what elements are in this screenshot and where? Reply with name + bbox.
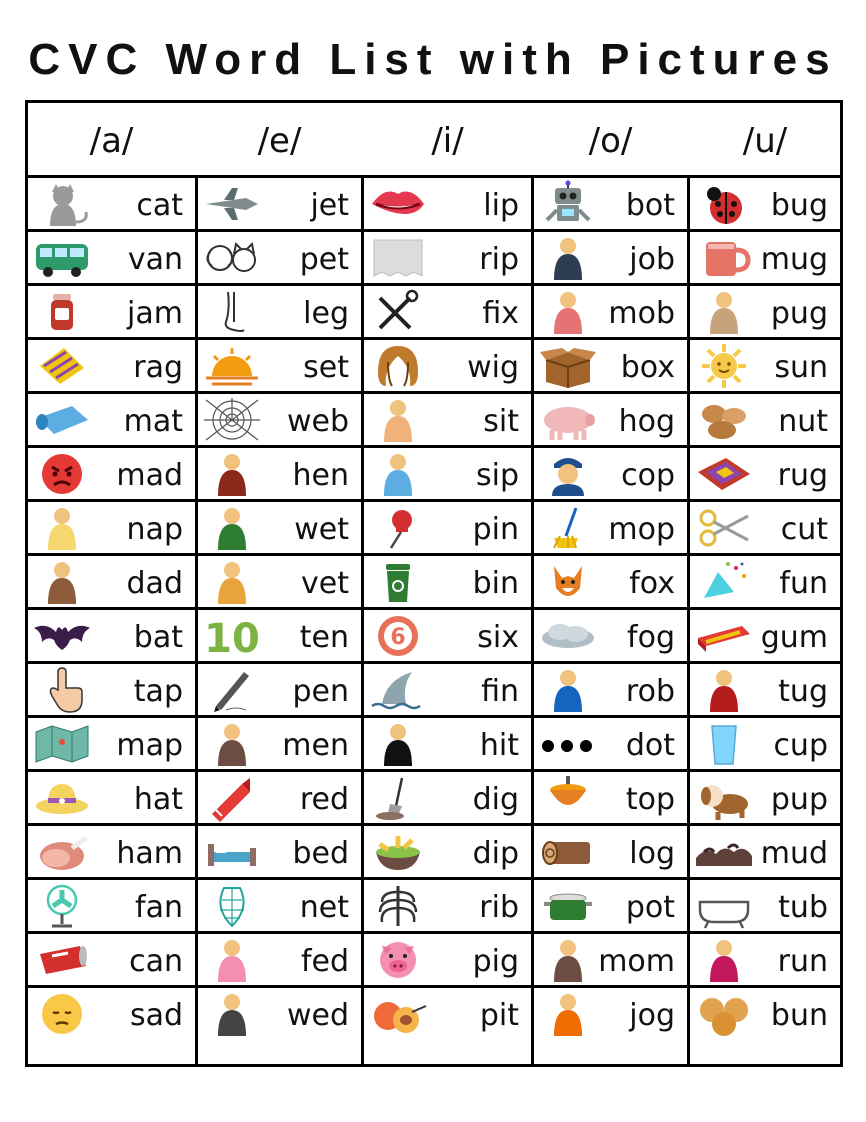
word-cell <box>198 502 361 553</box>
sunset-icon <box>202 342 262 390</box>
word-label: cop <box>621 458 675 493</box>
nap-icon <box>32 504 92 552</box>
vet-icon <box>202 558 262 606</box>
wet-icon <box>202 504 262 552</box>
word-label: fin <box>481 674 519 709</box>
buns-icon <box>694 990 754 1038</box>
word-label: net <box>299 890 349 925</box>
word-label: wed <box>286 998 349 1033</box>
word-cell <box>690 880 840 931</box>
word-label: mug <box>760 242 828 277</box>
rag-icon <box>32 342 92 390</box>
wed-icon <box>202 990 262 1038</box>
word-cell <box>198 232 361 283</box>
word-cell <box>690 772 840 823</box>
hen-icon <box>202 450 262 498</box>
word-cell <box>364 664 531 715</box>
word-label: fed <box>300 944 349 979</box>
word-label: cut <box>780 512 828 547</box>
word-cell <box>364 394 531 445</box>
word-label: pen <box>292 674 349 709</box>
word-label: gum <box>760 620 828 655</box>
word-label: bin <box>472 566 519 601</box>
word-cell <box>198 178 361 229</box>
word-cell <box>534 340 687 391</box>
word-cell <box>364 880 531 931</box>
bed-icon <box>202 828 262 876</box>
word-cell <box>28 448 195 499</box>
word-cell <box>364 718 531 769</box>
word-label: can <box>129 944 183 979</box>
word-cell <box>364 340 531 391</box>
ladybug-icon <box>694 180 754 228</box>
word-label: ham <box>116 836 183 871</box>
word-label: dot <box>625 728 675 763</box>
sun-icon <box>694 342 754 390</box>
dip-icon <box>368 828 428 876</box>
job-icon <box>538 234 598 282</box>
word-cell <box>364 286 531 337</box>
word-cell <box>28 502 195 553</box>
word-label: sip <box>475 458 519 493</box>
word-label: men <box>282 728 349 763</box>
word-label: vet <box>301 566 349 601</box>
fog-icon <box>538 612 598 660</box>
word-cell <box>198 556 361 607</box>
can-icon <box>32 936 92 984</box>
word-cell <box>364 502 531 553</box>
van-icon <box>32 234 92 282</box>
header-vowel-i: /i/ <box>431 121 464 161</box>
word-cell <box>364 232 531 283</box>
word-cell <box>28 178 195 229</box>
web-icon <box>202 396 262 444</box>
log-icon <box>538 828 598 876</box>
mob-icon <box>538 288 598 336</box>
fan-icon <box>32 882 92 930</box>
word-label: tap <box>133 674 183 709</box>
mug-icon <box>694 234 754 282</box>
word-cell <box>198 340 361 391</box>
word-table <box>25 100 843 1067</box>
word-label: mat <box>123 404 183 439</box>
word-cell <box>28 934 195 985</box>
tools-icon <box>368 288 428 336</box>
word-cell <box>364 610 531 661</box>
word-label: red <box>299 782 349 817</box>
fox-icon <box>538 558 598 606</box>
word-cell <box>198 934 361 985</box>
word-label: jet <box>310 188 349 223</box>
ten-icon <box>202 612 262 660</box>
word-cell <box>364 826 531 877</box>
word-label: fix <box>482 296 519 331</box>
word-cell <box>690 988 840 1039</box>
word-cell <box>534 934 687 985</box>
word-label: ten <box>299 620 349 655</box>
word-label: fun <box>779 566 828 601</box>
word-label: bot <box>625 188 675 223</box>
word-label: lip <box>483 188 519 223</box>
sad-face-icon <box>32 990 92 1038</box>
word-cell <box>690 286 840 337</box>
jog-icon <box>538 990 598 1038</box>
word-label: pig <box>472 944 519 979</box>
word-cell <box>28 394 195 445</box>
word-cell <box>690 610 840 661</box>
word-cell <box>28 556 195 607</box>
mop-icon <box>538 504 598 552</box>
word-label: rob <box>625 674 675 709</box>
word-label: sit <box>483 404 519 439</box>
angry-face-icon <box>32 450 92 498</box>
mom-icon <box>538 936 598 984</box>
word-label: top <box>625 782 675 817</box>
word-label: rib <box>479 890 519 925</box>
word-label: dad <box>126 566 183 601</box>
wig-icon <box>368 342 428 390</box>
word-label: box <box>620 350 675 385</box>
sit-icon <box>368 396 428 444</box>
word-cell <box>198 286 361 337</box>
runner-icon <box>694 936 754 984</box>
word-label: tug <box>778 674 828 709</box>
page-title: CVC Word List with Pictures <box>28 35 838 84</box>
men-icon <box>202 720 262 768</box>
word-cell <box>198 718 361 769</box>
mud-icon <box>694 828 754 876</box>
header-vowel-e: /e/ <box>257 121 302 161</box>
net-icon <box>202 882 262 930</box>
puppy-icon <box>694 774 754 822</box>
word-label: hen <box>292 458 349 493</box>
word-cell <box>534 718 687 769</box>
scissors-icon <box>694 504 754 552</box>
word-label: dig <box>472 782 519 817</box>
word-label: wig <box>467 350 519 385</box>
word-label: log <box>629 836 675 871</box>
header-vowel-o: /o/ <box>588 121 633 161</box>
word-cell <box>364 934 531 985</box>
word-label: nut <box>778 404 828 439</box>
word-cell <box>534 880 687 931</box>
hog-icon <box>538 396 598 444</box>
word-cell <box>198 826 361 877</box>
word-label: job <box>629 242 675 277</box>
word-cell <box>534 556 687 607</box>
word-label: fox <box>629 566 675 601</box>
leg-icon <box>202 288 262 336</box>
word-cell <box>534 448 687 499</box>
word-label: hat <box>133 782 183 817</box>
fin-icon <box>368 666 428 714</box>
word-cell <box>28 772 195 823</box>
word-label: mud <box>760 836 828 871</box>
word-cell <box>28 664 195 715</box>
crayon-icon <box>202 774 262 822</box>
word-cell <box>534 610 687 661</box>
cat-icon <box>32 180 92 228</box>
word-cell <box>690 664 840 715</box>
word-label: fan <box>135 890 183 925</box>
word-cell <box>364 772 531 823</box>
word-label: six <box>477 620 519 655</box>
word-label: bat <box>133 620 183 655</box>
word-label: mad <box>116 458 183 493</box>
word-label: rag <box>133 350 183 385</box>
rug-icon <box>694 450 754 498</box>
gum-pack-icon <box>694 612 754 660</box>
dots-icon <box>538 720 598 768</box>
bathtub-icon <box>694 882 754 930</box>
word-cell <box>364 448 531 499</box>
word-label: pup <box>770 782 828 817</box>
jet-icon <box>202 180 262 228</box>
word-cell <box>198 988 361 1039</box>
word-label: leg <box>303 296 349 331</box>
word-cell <box>198 880 361 931</box>
word-label: pit <box>479 998 519 1033</box>
pet-icon <box>202 234 262 282</box>
ribcage-icon <box>368 882 428 930</box>
word-cell <box>690 502 840 553</box>
peach-icon <box>368 990 428 1038</box>
word-label: bed <box>292 836 349 871</box>
spinning-top-icon <box>538 774 598 822</box>
word-cell <box>28 826 195 877</box>
word-cell <box>364 988 531 1039</box>
word-cell <box>534 286 687 337</box>
word-label: pot <box>625 890 675 925</box>
pot-icon <box>538 882 598 930</box>
word-label: rip <box>479 242 519 277</box>
word-label: tub <box>778 890 828 925</box>
word-cell <box>28 340 195 391</box>
bin-icon <box>368 558 428 606</box>
svg-text:10: 10 <box>204 616 260 660</box>
word-label: mom <box>598 944 675 979</box>
word-label: mob <box>608 296 675 331</box>
word-cell <box>690 934 840 985</box>
word-cell <box>534 394 687 445</box>
map-icon <box>32 720 92 768</box>
word-cell <box>198 664 361 715</box>
word-cell <box>534 232 687 283</box>
shovel-icon <box>368 774 428 822</box>
cup-icon <box>694 720 754 768</box>
six-icon <box>368 612 428 660</box>
word-label: pet <box>299 242 349 277</box>
party-hat-icon <box>694 558 754 606</box>
word-label: jam <box>127 296 183 331</box>
word-label: hog <box>618 404 675 439</box>
word-cell <box>28 232 195 283</box>
word-label: bun <box>770 998 828 1033</box>
pug-icon <box>694 288 754 336</box>
word-label: jog <box>629 998 675 1033</box>
word-cell <box>534 988 687 1039</box>
ham-icon <box>32 828 92 876</box>
word-label: fog <box>627 620 675 655</box>
hat-icon <box>32 774 92 822</box>
sip-icon <box>368 450 428 498</box>
batter-icon <box>368 720 428 768</box>
word-label: pug <box>770 296 828 331</box>
word-label: map <box>116 728 183 763</box>
mat-icon <box>32 396 92 444</box>
tap-hand-icon <box>32 666 92 714</box>
lips-icon <box>368 180 428 228</box>
pushpin-icon <box>368 504 428 552</box>
word-cell <box>198 448 361 499</box>
jam-jar-icon <box>32 288 92 336</box>
word-cell <box>690 826 840 877</box>
word-label: pin <box>472 512 519 547</box>
word-label: cup <box>773 728 828 763</box>
word-label: web <box>286 404 349 439</box>
svg-text:6: 6 <box>390 625 406 650</box>
robber-icon <box>538 666 598 714</box>
word-label: cat <box>136 188 183 223</box>
header-vowel-a: /a/ <box>89 121 134 161</box>
word-cell <box>690 232 840 283</box>
word-cell <box>690 394 840 445</box>
word-cell <box>534 772 687 823</box>
word-cell <box>198 394 361 445</box>
word-cell <box>28 286 195 337</box>
header-vowel-u: /u/ <box>742 121 788 161</box>
word-label: set <box>303 350 349 385</box>
word-label: nap <box>126 512 183 547</box>
word-cell <box>28 610 195 661</box>
tug-icon <box>694 666 754 714</box>
word-cell <box>28 880 195 931</box>
word-cell <box>534 826 687 877</box>
word-cell <box>534 664 687 715</box>
word-cell <box>28 718 195 769</box>
word-label: bug <box>770 188 828 223</box>
word-cell <box>364 178 531 229</box>
word-cell <box>364 556 531 607</box>
fed-icon <box>202 936 262 984</box>
bat-icon <box>32 612 92 660</box>
word-cell <box>534 502 687 553</box>
word-label: run <box>777 944 828 979</box>
dad-icon <box>32 558 92 606</box>
word-label: dip <box>472 836 519 871</box>
word-label: sun <box>774 350 828 385</box>
word-label: mop <box>608 512 675 547</box>
word-cell <box>690 718 840 769</box>
word-cell <box>690 448 840 499</box>
word-cell <box>690 178 840 229</box>
cop-icon <box>538 450 598 498</box>
word-cell <box>28 988 195 1039</box>
rip-paper-icon <box>368 234 428 282</box>
word-label: hit <box>479 728 519 763</box>
pig-icon <box>368 936 428 984</box>
word-label: sad <box>129 998 183 1033</box>
word-cell <box>690 556 840 607</box>
table-header <box>28 103 840 178</box>
pen-icon <box>202 666 262 714</box>
word-label: wet <box>294 512 349 547</box>
word-label: rug <box>777 458 828 493</box>
word-cell <box>198 610 361 661</box>
word-cell <box>534 178 687 229</box>
box-icon <box>538 342 598 390</box>
nuts-icon <box>694 396 754 444</box>
word-label: van <box>127 242 183 277</box>
word-cell <box>690 340 840 391</box>
word-cell <box>198 772 361 823</box>
robot-icon <box>538 180 598 228</box>
